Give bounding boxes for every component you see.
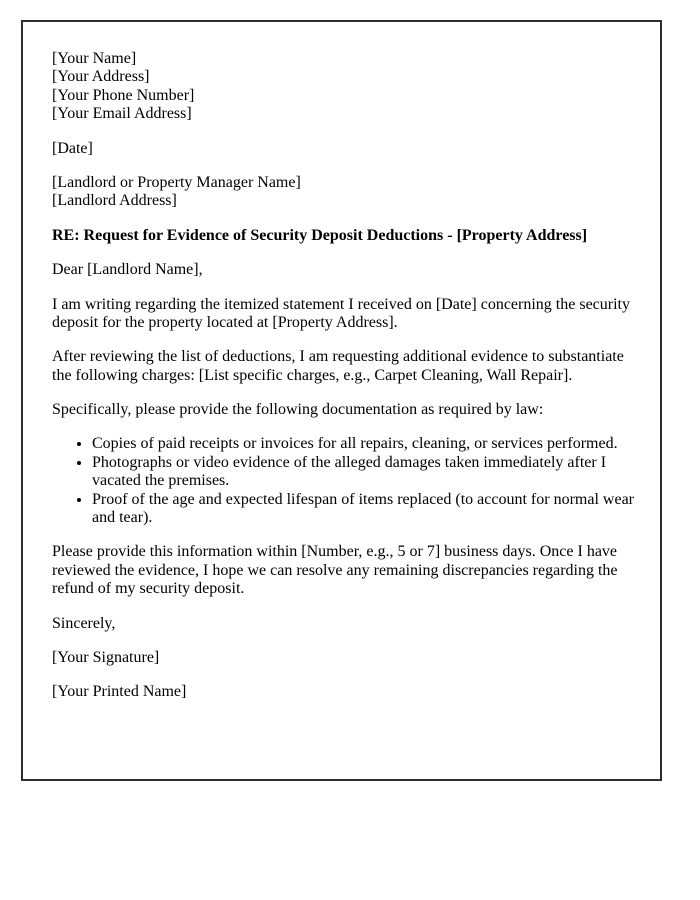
recipient-block [52, 174, 642, 211]
recipient-address: [Landlord Address] [52, 192, 177, 210]
list-item-lifespan: • Proof of the age and expected lifespan of items replaced (to account for normal wear and tear). [92, 491, 642, 528]
recipient-name: [Landlord or Property Manager Name] [52, 173, 301, 191]
sender-block [52, 50, 642, 124]
paragraph-deadline: Please provide this information within [Number, e.g., 5 or 7] business days. Once I have reviewed the evidence, I hope we can resolve any remaining discrepancies regarding the refund of my security deposit. [52, 543, 618, 598]
sender-name: [Your Name] [52, 50, 137, 67]
sender-email: [Your Email Address] [52, 105, 192, 123]
printed-name-placeholder: [Your Printed Name] [52, 683, 187, 701]
paragraph-request: After reviewing the list of deductions, I am requesting additional evidence to substantiate the following charges: [List specific charges, e.g., Carpet Cleaning, Wall Repair]. [52, 348, 624, 384]
salutation: Dear [Landlord Name], [52, 261, 203, 279]
signature-placeholder: [Your Signature] [52, 648, 160, 666]
subject-line: RE: Request for Evidence of Security Deposit Deductions - [Property Address] [52, 226, 588, 244]
list-item-receipts: • Copies of paid receipts or invoices for all repairs, cleaning, or services performed. [92, 435, 642, 453]
date-line: [Date] [52, 139, 93, 157]
evidence-list [52, 435, 642, 527]
sender-phone: [Your Phone Number] [52, 86, 195, 104]
sign-off: Sincerely, [52, 614, 116, 632]
letter-page [21, 20, 662, 781]
sender-address: [Your Address] [52, 68, 150, 86]
paragraph-lead-in: Specifically, please provide the following documentation as required by law: [52, 401, 544, 419]
paragraph-intro: I am writing regarding the itemized statement I received on [Date] concerning the security deposit for the property located at [Property Address]. [52, 295, 630, 331]
list-item-photographs: • Photographs or video evidence of the alleged damages taken immediately after I vacated the premises. [92, 454, 642, 491]
